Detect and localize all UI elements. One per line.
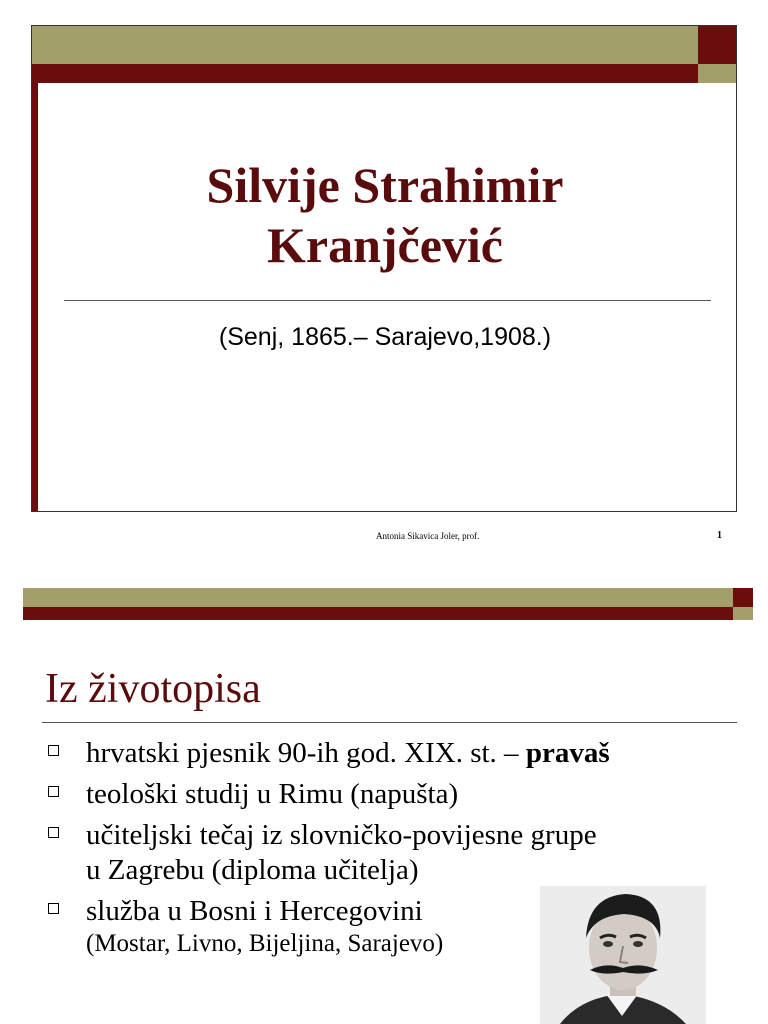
bullet-text: služba u Bosni i Hercegovini: [86, 895, 423, 927]
portrait-image: [540, 886, 706, 1024]
bullet-text: teološki studij u Rimu (napušta): [86, 778, 459, 810]
title-line-2: Kranjčević: [266, 217, 503, 273]
square-bullet-icon: [48, 903, 59, 914]
slide-1-subtitle: (Senj, 1865.– Sarajevo,1908.): [218, 323, 552, 351]
square-bullet-icon: [48, 745, 59, 756]
heading-divider: [42, 722, 737, 723]
square-bullet-icon: [48, 827, 59, 838]
list-item: [48, 736, 748, 771]
slide-1-header-maroon-band: [32, 64, 698, 83]
slide-2-corner-maroon-square: [733, 588, 753, 607]
slide-1-title: [60, 155, 710, 275]
slide-2-heading: Iz životopisa: [45, 666, 261, 712]
footer-author: Antonia Sikavica Joler, prof.: [376, 531, 480, 541]
square-bullet-icon: [48, 786, 59, 797]
slide-1-corner-maroon-square: [698, 26, 736, 64]
bullet-text-line-1: učiteljski tečaj iz slovničko-povijesne grupe: [86, 819, 597, 851]
slide-1-left-accent-bar: [32, 83, 38, 511]
slide-1-header-olive-band: [32, 26, 698, 64]
slide-1-corner-olive-square: [698, 64, 736, 83]
list-item: [48, 818, 748, 888]
bullet-text-line-2: u Zagrebu (diploma učitelja): [86, 854, 419, 886]
bullet-bold-text: pravaš: [525, 737, 610, 769]
title-divider: [64, 300, 711, 301]
list-item: [48, 777, 748, 812]
page-number: 1: [717, 530, 722, 541]
slide-2-header-olive-band: [23, 588, 733, 607]
bullet-text: hrvatski pjesnik 90-ih god. XIX. st. –: [86, 737, 526, 769]
title-line-1: Silvije Strahimir: [206, 157, 564, 213]
portrait-photo: [540, 886, 706, 1024]
slide-2-corner-olive-square: [733, 607, 753, 620]
bullet-subtext: (Mostar, Livno, Bijeljina, Sarajevo): [86, 930, 444, 957]
slide-2-header-maroon-band: [23, 607, 733, 620]
